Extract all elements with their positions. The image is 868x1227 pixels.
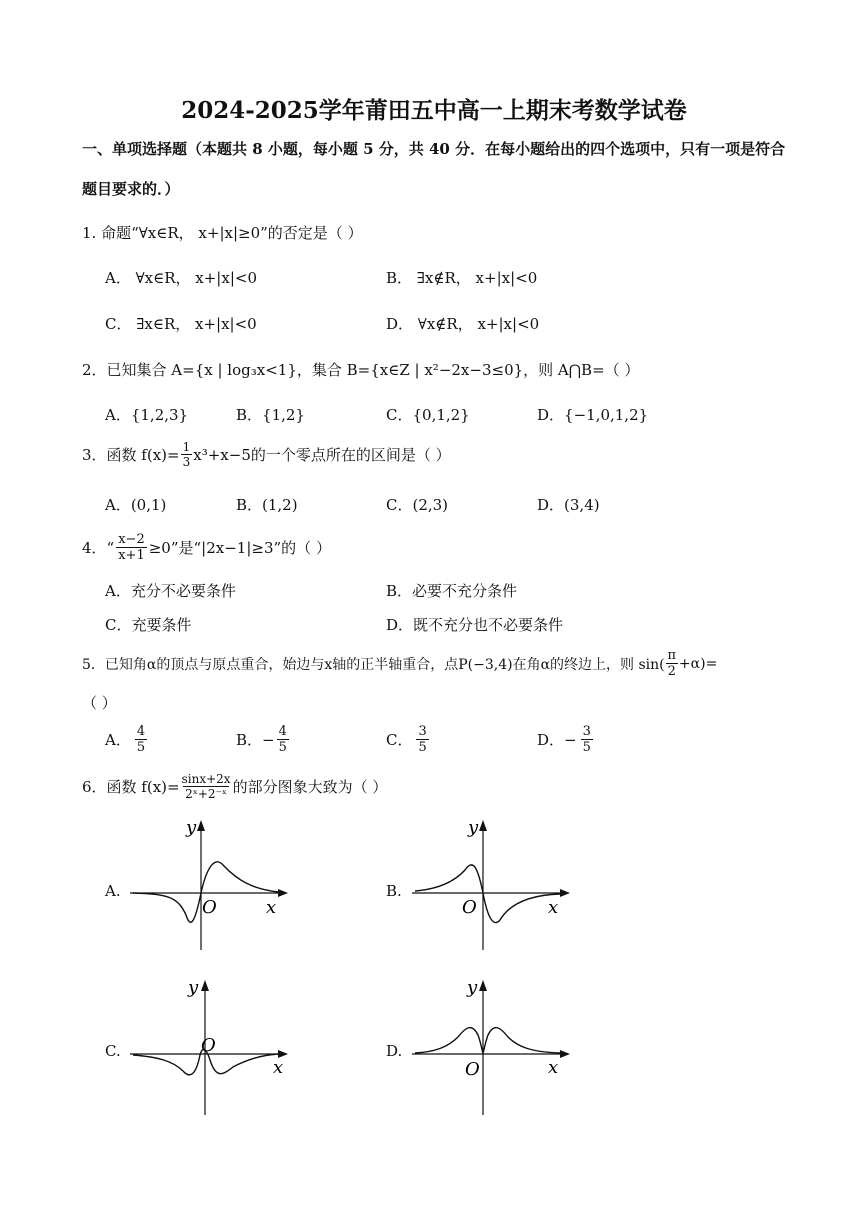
origin-label: O — [465, 1059, 480, 1080]
q1-option-c: C． ∃x∈R， x+|x|<0 — [105, 315, 257, 333]
x-label: x — [273, 1057, 284, 1078]
q2-option-a: A．{1,2,3} — [105, 406, 189, 424]
q4-option-c: C．充要条件 — [105, 616, 192, 634]
q3-fraction — [181, 440, 193, 469]
question-4-stem — [82, 532, 331, 563]
curve — [415, 1028, 560, 1053]
y-arrow-icon — [479, 980, 487, 991]
q5-option-a-label: A． — [105, 731, 131, 749]
q5-a-den: 5 — [136, 740, 146, 755]
origin-label: O — [462, 897, 477, 918]
origin-label: O — [201, 1035, 216, 1056]
y-label: y — [467, 977, 478, 998]
q3-stem-head: 3．函数 f(x)= — [82, 446, 180, 464]
q6-option-b: B. — [386, 882, 402, 900]
q6-stem-tail: 的部分图象大致为（ ） — [232, 778, 388, 796]
q3-option-b: B．(1,2) — [236, 496, 298, 514]
x-arrow-icon — [560, 889, 570, 897]
q2-option-d: D．{−1,0,1,2} — [537, 406, 649, 424]
q6-stem-head: 6．函数 f(x)= — [82, 778, 180, 796]
q5-option-c-frac — [416, 724, 428, 755]
q5-d-den: 5 — [582, 740, 591, 755]
q6-frac-num: sinx+2x — [181, 772, 231, 786]
q4-frac-num: x−2 — [118, 532, 145, 547]
q5-a-num: 4 — [136, 724, 146, 739]
section-heading: 一、单项选择题（本题共 8 小题，每小题 5 分，共 40 分．在每小题给出的四个选项中，只有一项是符合 — [82, 140, 786, 158]
origin-label: O — [202, 897, 217, 918]
q4-option-a: A．充分不必要条件 — [105, 582, 236, 600]
x-arrow-icon — [278, 889, 288, 897]
q5-stem-head: 5．已知角α的顶点与原点重合，始边与x轴的正半轴重合，点P(−3,4)在角α的终边上，则 sin( — [82, 656, 665, 673]
q5-b-num: 4 — [278, 724, 287, 739]
q3-frac-den: 3 — [182, 455, 191, 469]
q5-option-a — [105, 724, 147, 755]
y-arrow-icon — [201, 980, 209, 991]
y-arrow-icon — [479, 820, 487, 831]
q3-frac-num: 1 — [182, 440, 191, 454]
q6-option-a: A. — [105, 882, 121, 900]
q5-stem-tail: +α)= — [678, 655, 718, 672]
q5-option-b-frac — [277, 724, 289, 755]
q5-b-den: 5 — [278, 740, 287, 755]
q4-stem-head: 4．“ — [82, 539, 115, 557]
q6-frac-den: 2ˣ+2⁻ˣ — [185, 787, 227, 801]
q5-stem-line2: （ ） — [82, 694, 117, 712]
q4-stem-tail: ≥0”是“|2x−1|≥3”的（ ） — [148, 539, 331, 557]
y-arrow-icon — [197, 820, 205, 831]
q3-option-d: D．(3,4) — [537, 496, 600, 514]
q4-fraction — [116, 532, 147, 563]
q4-frac-den: x+1 — [118, 548, 145, 563]
y-label: y — [468, 817, 479, 838]
graph-a — [128, 815, 293, 955]
section-heading-cont: 题目要求的．） — [82, 180, 180, 198]
y-label: y — [186, 817, 197, 838]
q6-fraction — [182, 772, 231, 801]
q6-option-c: C. — [105, 1042, 121, 1060]
question-2-stem: 2．已知集合 A={x | log₃x<1}，集合 B={x∈Z | x²−2x−3≤0}，则 A⋂B=（ ） — [82, 361, 640, 379]
q5-c-den: 5 — [418, 740, 427, 755]
q6-option-d: D. — [386, 1042, 403, 1060]
q3-stem-tail: x³+x−5的一个零点所在的区间是（ ） — [193, 446, 451, 464]
x-label: x — [548, 897, 559, 918]
q5-frac-den: 2 — [667, 664, 676, 679]
curve — [415, 865, 560, 923]
x-label: x — [266, 897, 277, 918]
q5-option-d-frac — [581, 724, 593, 755]
question-5-stem — [82, 648, 787, 679]
q5-fraction — [666, 648, 678, 679]
graph-c — [128, 975, 293, 1120]
q5-option-b-label: B．− — [236, 731, 275, 749]
x-arrow-icon — [560, 1050, 570, 1058]
graph-d — [410, 975, 575, 1120]
q5-option-b — [236, 724, 289, 755]
y-label: y — [188, 977, 199, 998]
q1-option-a: A． ∀x∈R， x+|x|<0 — [105, 269, 257, 287]
page-title: 2024-2025学年莆田五中高一上期末考数学试卷 — [181, 97, 687, 124]
q3-option-c: C．(2,3) — [386, 496, 449, 514]
q5-frac-num: π — [667, 648, 677, 663]
q5-c-num: 3 — [418, 724, 427, 739]
q5-option-a-frac — [135, 724, 147, 755]
graph-b — [410, 815, 575, 955]
q5-option-c-label: C． — [386, 731, 413, 749]
q1-option-d: D． ∀x∉R， x+|x|<0 — [386, 315, 540, 333]
q5-option-d — [537, 724, 593, 755]
q1-option-b: B． ∃x∉R， x+|x|<0 — [386, 269, 538, 287]
q5-option-d-label: D．− — [537, 731, 577, 749]
q3-option-a: A．(0,1) — [105, 496, 167, 514]
question-3-stem — [82, 440, 451, 469]
q4-option-b: B．必要不充分条件 — [386, 582, 518, 600]
q2-option-b: B．{1,2} — [236, 406, 305, 424]
q5-d-num: 3 — [582, 724, 591, 739]
q2-option-c: C．{0,1,2} — [386, 406, 470, 424]
x-label: x — [548, 1057, 559, 1078]
question-1-stem: 1. 命题“∀x∈R， x+|x|≥0”的否定是（ ） — [82, 224, 363, 242]
question-6-stem — [82, 772, 387, 801]
q4-option-d: D．既不充分也不必要条件 — [386, 616, 564, 634]
q5-option-c — [386, 724, 429, 755]
